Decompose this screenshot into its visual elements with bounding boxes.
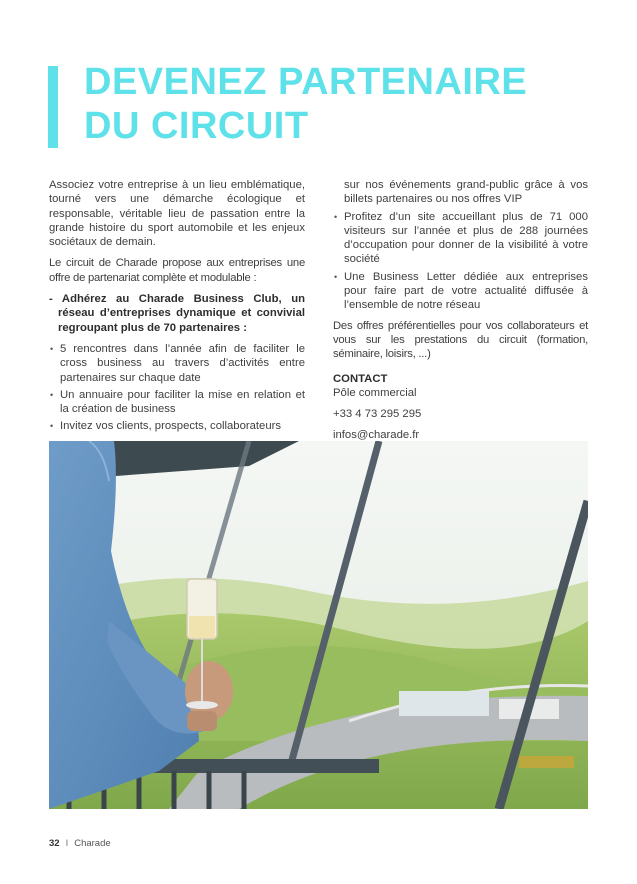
intro-paragraph: Associez votre entreprise à un lieu emblématique, tourné vers une démarche écologique et responsable, véritable lieu de passation entre la grande histoire du sport automobile et les enjeux sociétaux de demain. xyxy=(49,179,305,249)
title-accent-bar xyxy=(48,66,58,148)
list-item: • 5 rencontres dans l’année afin de faciliter le cross business au travers d’activités entre partenaires sur chaque date xyxy=(49,342,305,385)
footer-separator: I xyxy=(65,838,69,849)
contact-email[interactable]: infos@charade.fr xyxy=(333,429,420,442)
page-footer xyxy=(49,838,111,849)
offer-paragraph: Le circuit de Charade propose aux entreprises une offre de partenariat complète et modulable : xyxy=(49,257,305,284)
contact-heading: CONTACT xyxy=(333,372,388,385)
publication-name: Charade xyxy=(74,838,111,849)
club-benefits-list xyxy=(49,342,305,434)
page-title-line-1: DEVENEZ PARTENAIRE xyxy=(84,61,528,103)
contact-department: Pôle commercial xyxy=(333,386,417,399)
list-item: • Un annuaire pour faciliter la mise en relation et la création de business xyxy=(49,388,305,417)
list-item: • Profitez d’un site accueillant plus de 71 000 visiteurs sur l’année et plus de 288 journées d’occupation pour donner de la visibilité à votre société xyxy=(333,210,588,267)
page-number: 32 xyxy=(49,838,60,849)
bullet-continuation: sur nos événements grand-public grâce à vos billets partenaires ou nos offres VIP xyxy=(344,179,588,206)
circuit-photo xyxy=(49,441,588,809)
page-title-line-2: DU CIRCUIT xyxy=(84,105,309,147)
list-item: • Une Business Letter dédiée aux entreprises pour faire part de votre actualité diffusée à l’ensemble de notre réseau xyxy=(333,270,588,313)
list-item: • Invitez vos clients, prospects, collaborateurs xyxy=(49,419,305,433)
page-title xyxy=(84,60,604,148)
benefits-list xyxy=(333,210,588,313)
business-club-item: - Adhérez au Charade Business Club, un réseau d’entreprises dynamique et convivial regroupant plus de 70 partenaires : xyxy=(49,293,305,334)
contact-phone[interactable]: +33 4 73 295 295 xyxy=(333,408,422,421)
left-column xyxy=(49,178,305,437)
preferential-offers-paragraph: Des offres préférentielles pour vos collaborateurs et vous sur les prestations du circuit (formation, séminaire, loisirs, ...) xyxy=(333,319,588,361)
right-column xyxy=(333,178,588,450)
